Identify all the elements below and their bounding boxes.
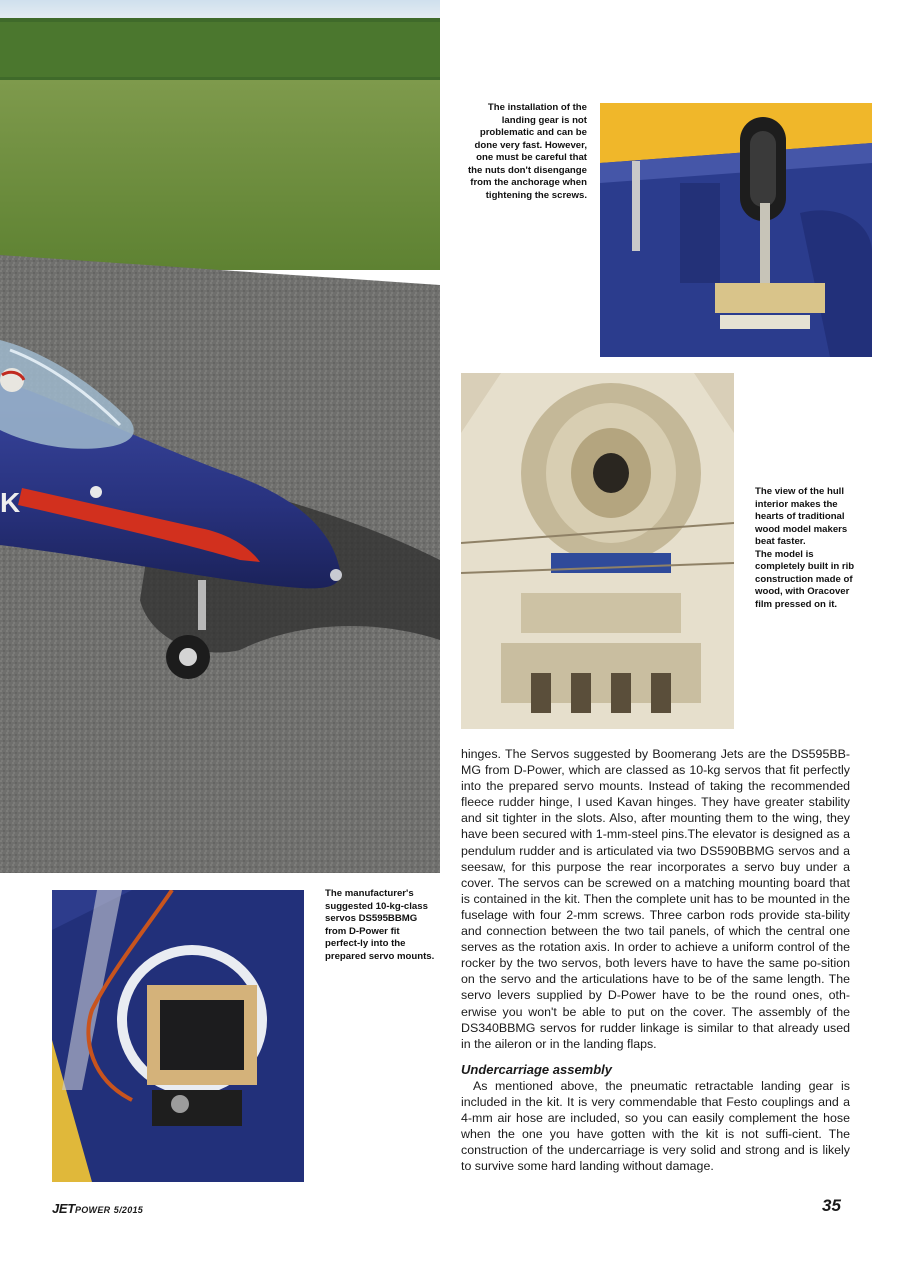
section-paragraph: As mentioned above, the pneumatic retractable landing gear is included in the kit. It is very commendable that Festo couplings and a 4-mm air hose are included, so you can easily complement the hose when the one you have gotten with the kit is not suffi-cient. The construction of the undercarriage is very solid and strong and is likely to survive some hard landing without damage. — [461, 1078, 850, 1174]
page-number: 35 — [822, 1196, 841, 1215]
section-heading: Undercarriage assembly — [461, 1061, 613, 1077]
landing-gear-photo — [600, 103, 872, 357]
svg-text:K: K — [0, 487, 21, 518]
article-paragraph: hinges. The Servos suggested by Boomerang Jets are the DS595BB-MG from D-Power, which are classed as 10-kg servos that fit perfectly into the prepared servo mounts. Instead of taking the recommended fleece rudder hinge, I used Kavan hinges. They have greater stability and sit tighter in the slots. Also, after mounting them to the wing, they have been secured with 1-mm-steel pins.The elevator is designed as a pendulum rudder and is articulated via two DS590BBMG servos and a seesaw, for this purpose the rear incorporates a servo buy under a cover. The servos can be screwed on a matching mounting board that is contained in the kit. Then the complete unit has to be mounted in the fuselage with four 2-mm screws. Three carbon rods provide sta-bility and connection between the two tail panels, of which the central one serves as the rotation axis. In order to achieve a uniform control of the rocker by the two servos, both levers have to have the same po-sition on the servo and the articulations have to be of the same length. The servo levers supplied by D-Power have to be the round ones, oth-erwise you won't be able to put on the cover. The assembly of the DS340BBMG servos for rudder linkage is similar to that already used in the aileron or in the landing flaps. — [461, 747, 850, 1051]
article-body — [461, 746, 850, 1174]
servo-caption: The manufacturer's suggested 10-kg-class servos DS595BBMG from D-Power fit perfect-ly into the prepared servo mounts. — [325, 888, 435, 962]
jet-nose-photo — [0, 0, 440, 873]
issue-number: 5/2015 — [113, 1205, 144, 1215]
brand-power: POWER — [74, 1205, 111, 1215]
brand-jet: JET — [52, 1201, 75, 1216]
magazine-footer — [52, 1201, 143, 1216]
servo-mount-photo — [52, 890, 304, 1182]
hull-interior-caption: The view of the hull interior makes the hearts of traditional wood model makers beat faster. The model is completely built in rib construction made of wood, with Oracover film pressed on it. — [755, 486, 855, 610]
hull-interior-photo — [461, 373, 734, 729]
landing-gear-caption: The installation of the landing gear is not problematic and can be done very fast. However, one must be careful that the nuts don't disengange from the anchorage when tightening the screws. — [467, 102, 587, 201]
